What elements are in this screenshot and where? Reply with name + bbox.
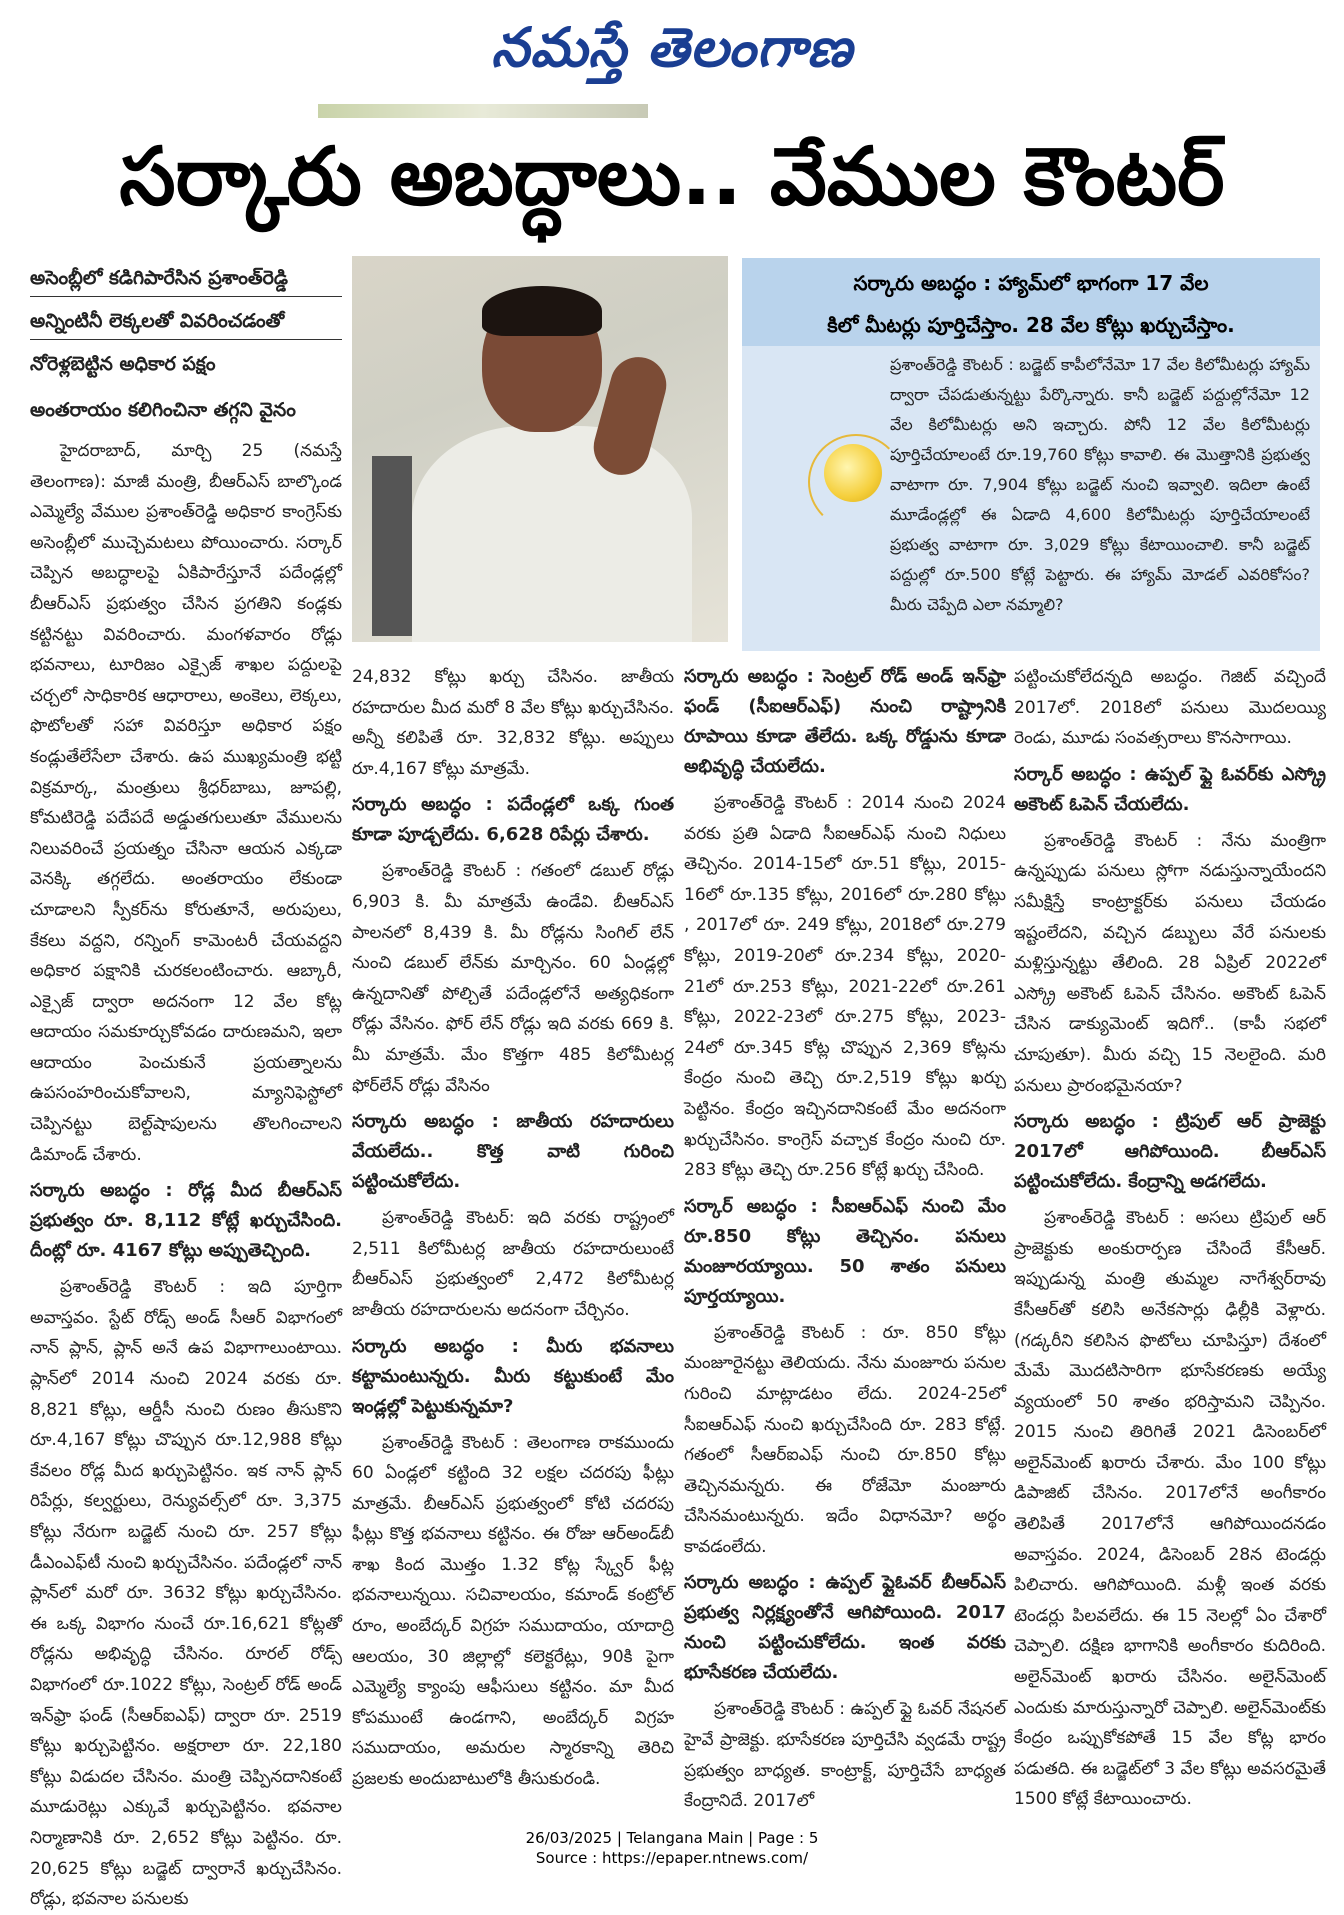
govt-claim: సర్కారు అబద్ధం : సెంట్రల్‌ రోడ్‌ అండ్‌ ఇన్‌ఫ్రా ఫండ్‌ (సీఐఆర్‌ఎఫ్‌) నుంచి రాష్ట్రానికి రూపాయి కూడా తేలేదు. ఒక్క రోడ్డును కూడా అభివృద్ధి చేయలేదు. xyxy=(684,666,1006,777)
kicker: అన్నింటినీ లెక్కలతో వివరించడంతో xyxy=(30,303,342,340)
column-4 xyxy=(1014,662,1326,1822)
govt-claim: సర్కారు అబద్ధం : జాతీయ రహదారులు వేయలేదు.. కొత్త వాటి గురించి పట్టించుకోలేదు. xyxy=(352,1111,674,1193)
highlight-claim-line: సర్కారు అబద్ధం : హ్యామ్‌లో భాగంగా 17 వేల xyxy=(853,271,1209,295)
govt-claim: సర్కారు అబద్ధం : ఉప్పల్‌ ఫ్లైఓవర్‌ బీఆర్‌ఎస్‌ ప్రభుత్వ నిర్లక్ష్యంతోనే ఆగిపోయింది. 2017 నుంచి పట్టించుకోలేదు. ఇంత వరకు భూసేకరణ చేయలేదు. xyxy=(684,1572,1006,1684)
masthead xyxy=(0,8,1344,108)
headline: సర్కారు అబద్ధాలు.. వేముల కౌంటర్ xyxy=(119,130,1225,223)
highlight-box-header xyxy=(742,258,1320,346)
govt-claim: సర్కారు అబద్ధం : రోడ్ల మీద బీఆర్‌ఎస్‌ ప్రభుత్వం రూ. 8,112 కోట్లే ఖర్చుచేసింది. దీంట్లో రూ. 4167 కోట్లు అప్పుతెచ్చింది. xyxy=(30,1180,342,1262)
counter-text: ప్రశాంత్‌రెడ్డి కౌంటర్‌ : ఉప్పల్‌ ఫ్లై ఓవర్‌ నేషనల్‌ హైవే ప్రాజెక్టు. భూసేకరణ పూర్తిచేసి వ్వడమే రాష్ట్ర ప్రభుత్వం బాధ్యత. కాంట్రాక్ట్‌, పూర్తిచేసే బాధ్యత కేంద్రానిదే. 2017లో xyxy=(684,1699,1006,1812)
govt-claim: సర్కారు అబద్ధం : ట్రిపుల్‌ ఆర్‌ ప్రాజెక్టు 2017లో ఆగిపోయింది. బీఆర్‌ఎస్‌ పట్టించుకోలేదు. కేంద్రాన్ని అడగలేదు. xyxy=(1014,1111,1326,1193)
article-intro: హైదరాబాద్‌, మార్చి 25 (నమస్తే తెలంగాణ): మాజీ మంత్రి, బీఆర్‌ఎస్‌ బాల్కొండ ఎమ్మెల్యే వేముల ప్రశాంత్‌రెడ్డి అధికార కాంగ్రెస్‌కు అసెంబ్లీలో ముచ్చెమటలు పోయించారు. సర్కార్‌ చెప్పిన అబద్ధాలపై ఏకిపారేస్తూనే పదేండ్లల్లో బీఆర్‌ఎస్‌ ప్రభుత్వం చేసిన ప్రగతిని కండ్లకు కట్టినట్టు వివరించారు. మంగళవారం రోడ్లు భవనాలు, టూరిజం ఎక్సైజ్‌ శాఖల పద్దులపై చర్చలో సాధికారిక ఆధారాలు, అంకెలు, లెక్కలు, ఫొటోలతో సహా వివరిస్తూ అధికార పక్షం కండ్లుతేలేసేలా చేశారు. ఉప ముఖ్యమంత్రి భట్టి విక్రమార్క, మంత్రులు శ్రీధర్‌బాబు, జూపల్లి, కోమటిరెడ్డి పదేపదే అడ్డుతగులుతూ వేములను నిలువరించే ప్రయత్నం చేసినా ఆయన ఎక్కడా వెనక్కి తగ్గలేదు. అంతరాయం లేకుండా చూడాలని స్పీకర్‌ను కోరుతూనే, అరుపులు, కేకలు వద్దని, రన్నింగ్‌ కామెంటరీ చేయవద్దని అధికార పక్షానికి చురకలంటించారు. ఆబ్కారీ, ఎక్సైజ్‌ ద్వారా అదనంగా 12 వేల కోట్ల ఆదాయం సమకూర్చుకోవడం దారుణమని, ఇలా ఆదాయం పెంచుకునే ప్రయత్నాలను ఉపసంహరించుకోవాలని, మ్యానిఫెస్టోలో చెప్పినట్టు బెల్ట్‌షాపులను తొలగించాలని డిమాండ్‌ చేశారు. xyxy=(30,441,342,1165)
footer-source-link[interactable]: Source : https://epaper.ntnews.com/ xyxy=(535,1849,809,1867)
masthead-title: నమస్తే తెలంగాణ xyxy=(491,16,853,79)
kicker: అసెంబ్లీలో కడిగిపారేసిన ప్రశాంత్‌రెడ్డి xyxy=(30,260,342,297)
govt-claim: సర్కారు అబద్ధం : మీరు భవనాలు కట్టామంటున్నరు. మీరు కట్టుకుంటే మేం ఇండ్లల్లో పెట్టుకున్నమా? xyxy=(352,1335,674,1417)
govt-claim: సర్కార్‌ అబద్ధం : సీఐఆర్‌ఎఫ్‌ నుంచి మేం రూ.850 కోట్లు తెచ్చినం. పనులు మంజూరయ్యాయి. 50 శాతం పనులు పూర్తయ్యాయి. xyxy=(684,1195,1006,1307)
column-2 xyxy=(352,662,674,1822)
kicker: అంతరాయం కలిగించినా తగ్గని వైనం xyxy=(30,399,296,421)
govt-claim: సర్కారు అబద్ధం : పదేండ్లలో ఒక్క గుంత కూడా పూడ్చలేదు. 6,628 రిపేర్లు చేశారు. xyxy=(352,794,674,846)
column-3 xyxy=(684,662,1006,1822)
kicker: నోరెళ్లబెట్టిన అధికార పక్షం xyxy=(30,353,216,375)
bulb-icon xyxy=(824,444,882,502)
highlight-counter-text: ప్రశాంత్‌రెడ్డి కౌంటర్‌ : బడ్జెట్‌ కాపీలోనేమో 17 వేల కిలోమీటర్లు హ్యామ్‌ ద్వారా చేపడుతున్నట్టు పేర్కొన్నారు. కానీ బడ్జెట్‌ పద్దుల్లోనేమో 12 వేల కిలోమీటర్లు అని ఇచ్చారు. పోనీ 12 వేల కిలోమీటర్లు పూర్తిచేయాలంటే రూ.19,760 కోట్లు కావాలి. ఈ మొత్తానికి ప్రభుత్వ వాటాగా రూ. 7,904 కోట్లు బడ్జెట్‌ నుంచి ఇవ్వాలి. ఇదిలా ఉంటే మూడేండ్లల్లో ఈ ఏడాది 4,600 కిలోమీటర్లు పూర్తిచేయాలంటే ప్రభుత్వ వాటాగా రూ. 3,029 కోట్లు కేటాయించాలి. కానీ బడ్జెట్‌ పద్దుల్లో రూ.500 కోట్లే పెట్టారు. ఈ హ్యామ్‌ మోడల్‌ ఎవరికోసం? మీరు చెప్పేది ఎలా నమ్మాలి? xyxy=(890,355,1310,614)
counter-text: ప్రశాంత్‌రెడ్డి కౌంటర్‌ : అసలు ట్రిపుల్‌ ఆర్‌ ప్రాజెక్టుకు అంకురార్పణ చేసిందే కేసీఆర్‌. ఇప్పుడున్న మంత్రి తుమ్మల నాగేశ్వర్‌రావు కేసీఆర్‌తో కలిసి అనేకసార్లు ఢిల్లీకి వెళ్లారు. (గడ్కరీని కలిసిన ఫొటోలు చూపిస్తూ) దేశంలో మేమే మొదటిసారిగా భూసేకరణకు అయ్యే వ్యయంలో 50 శాతం భరిస్తామని చెప్పినం. 2015 నుంచి తిరిగితే 2021 డిసెంబర్‌లో అలైన్‌మెంట్‌ ఖరారు చేశారు. మేం 100 కోట్లు డిపాజిట్‌ చేసినం. 2017లోనే అంగీకారం తెలిపితే 2017లోనే ఆగిపోయిందనడం అవాస్తవం. 2024, డిసెంబర్‌ 28న టెండర్లు పిలిచారు. ఆగిపోయింది. మళ్లీ ఇంత వరకు టెండర్లు పిలవలేదు. ఈ 15 నెలల్లో ఏం చేశారో చెప్పాలి. దక్షిణ భాగానికి అంగీకారం కుదిరింది. అలైన్‌మెంట్‌ ఖరారు చేసినం. అలైన్‌మెంట్‌ ఎందుకు మారుస్తున్నారో చెప్పాలి. అలైన్‌మెంట్‌కు కేంద్రం ఒప్పుకోకపోతే 15 వేల కోట్ల భారం పడుతది. ఈ బడ్జెట్‌లో 3 వేల కోట్లు అవసరమైతే 1500 కోట్లే కేటాయించారు. xyxy=(1014,1208,1326,1810)
counter-text: ప్రశాంత్‌రెడ్డి కౌంటర్‌ : ఇది పూర్తిగా అవాస్తవం. స్టేట్‌ రోడ్స్‌ అండ్‌ సీఆర్‌ విభాగంలో నాన్‌ ప్లాన్‌, ప్లాన్‌ అనే ఉప విభాగాలుంటాయి. ప్లాన్‌లో 2014 నుంచి 2024 వరకు రూ. 8,821 కోట్లు, ఆర్డీసీ నుంచి రుణం తీసుకొని రూ.4,167 కోట్లు చొప్పున రూ.12,988 కోట్లు కేవలం రోడ్ల మీద ఖర్చుపెట్టినం. ఇక నాన్‌ ప్లాన్‌ రిపేర్లు, కల్వర్టులు, రెన్యువల్స్‌లో రూ. 3,375 కోట్లు నేరుగా బడ్జెట్‌ నుంచి రూ. 257 కోట్లు డీఎంఎఫ్‌టీ నుంచి ఖర్చుచేసినం. పదేండ్లలో నాన్‌ ప్లాన్‌లో మరో రూ. 3632 కోట్లు ఖర్చుచేసినం. ఈ ఒక్క విభాగం నుంచే రూ.16,621 కోట్లతో రోడ్లను అభివృద్ధి చేసినం. రూరల్‌ రోడ్స్‌ విభాగంలో రూ.1022 కోట్లు, సెంట్రల్‌ రోడ్‌ అండ్‌ ఇన్‌ఫ్రా ఫండ్‌ (సీఆర్‌ఐఎఫ్‌) ద్వారా రూ. 2519 కోట్లు ఖర్చుపెట్టినం. అక్షరాలా రూ. 22,180 కోట్లు విడుదల చేసినం. మంత్రి చెప్పినదానికంటే మూడురెట్లు ఎక్కువే ఖర్చుపెట్టినం. భవనాల నిర్మాణానికి రూ. 2,652 కోట్లు పెట్టినం. రూ. 20,625 కోట్లు బడ్జెట్‌ ద్వారానే ఖర్చుచేసినం. రోడ్లు, భవనాల పనులకు xyxy=(30,1277,342,1910)
footer xyxy=(0,1828,1344,1868)
govt-claim: సర్కార్‌ అబద్ధం : ఉప్పల్‌ ఫ్లై ఓవర్‌కు ఎస్క్రో అకౌంట్‌ ఓపెన్‌ చేయలేదు. xyxy=(1014,763,1326,815)
counter-text: ప్రశాంత్‌రెడ్డి కౌంటర్‌ : నేను మంత్రిగా ఉన్నప్పుడు పనులు స్లోగా నడుస్తున్నాయేందని సమీక్షిస్తే కాంట్రాక్టర్‌కు పనులు చేయడం ఇష్టంలేదని, వచ్చిన డబ్బులు వేరే పనులకు మళ్లిస్తున్నట్టు తేలింది. 28 ఏప్రిల్‌ 2022లో ఎస్క్రో అకౌంట్‌ ఓపెన్‌ చేసినం. అకౌంట్‌ ఓపెన్‌ చేసిన డాక్యుమెంట్‌ ఇదిగో.. (కాపీ సభలో చూపుతూ). మీరు వచ్చి 15 నెలలైంది. మరి పనులు ప్రారంభమైనయా? xyxy=(1014,830,1326,1096)
footer-edition-line: 26/03/2025 | Telangana Main | Page : 5 xyxy=(525,1829,819,1847)
speaker-photo xyxy=(352,256,728,642)
counter-text: ప్రశాంత్‌రెడ్డి కౌంటర్‌ : 2014 నుంచి 2024 వరకు ప్రతి ఏడాది సీఐఆర్‌ఎఫ్‌ నుంచి నిధులు తెచ్చినం. 2014-15లో రూ.51 కోట్లు, 2015-16లో రూ.135 కోట్లు, 2016లో రూ.280 కోట్లు , 2017లో రూ. 249 కోట్లు, 2018లో రూ.279 కోట్లు, 2019-20లో రూ.234 కోట్లు, 2020-21లో రూ.253 కోట్లు, 2021-22లో రూ.261 కోట్లు, 2022-23లో రూ.275 కోట్లు, 2023-24లో రూ.345 కోట్ల చొప్పున 2,369 కోట్లను కేంద్రం నుంచి తెచ్చి రూ.2,519 కోట్లు ఖర్చు పెట్టినం. కేంద్రం ఇచ్చినదానికంటే మేం అదనంగా ఖర్చుచేసినం. కాంగ్రెస్‌ వచ్చాక కేంద్రం నుంచి రూ. 283 కోట్లు తెచ్చి రూ.256 కోట్లే ఖర్చు చేసింది. xyxy=(684,793,1006,1181)
continued-text: 24,832 కోట్లు ఖర్చు చేసినం. జాతీయ రహదారుల మీద మరో 8 వేల కోట్లు ఖర్చుచేసినం. అన్నీ కలిపితే రూ. 32,832 కోట్లు. అప్పులు రూ.4,167 కోట్లు మాత్రమే. xyxy=(352,667,674,779)
continued-text: పట్టించుకోలేదన్నది అబద్ధం. గెజిట్‌ వచ్చిందే 2017లో. 2018లో పనులు మొదలయ్యి రెండు, మూడు సంవత్సరాలు కొనసాగాయి. xyxy=(1014,667,1326,749)
counter-text: ప్రశాంత్‌రెడ్డి కౌంటర్‌ : తెలంగాణ రాకముందు 60 ఏండ్లలో కట్టింది 32 లక్షల చదరపు ఫీట్లు మాత్రమే. బీఆర్‌ఎస్‌ ప్రభుత్వంలో కోటి చదరపు ఫీట్లు కొత్త భవనాలు కట్టినం. ఈ రోజు ఆర్‌అండ్‌బీ శాఖ కింద మొత్తం 1.32 కోట్ల స్క్వేర్‌ ఫీట్ల భవనాలున్నయి. సచివాలయం, కమాండ్‌ కంట్రోల్‌ రూం, అంబేద్కర్‌ విగ్రహ సముదాయం, యాదాద్రి ఆలయం, 30 జిల్లాల్లో కలెక్టరేట్లు, 90కి పైగా ఎమ్మెల్యే క్యాంపు ఆఫీసులు కట్టినం. మా మీద కోపముంటే ఉండగాని, అంబేద్కర్‌ విగ్రహ సముదాయం, అమరుల స్మారకాన్ని తెరిచి ప్రజలకు అందుబాటులోకి తీసుకురండి. xyxy=(352,1432,674,1790)
highlight-claim-line: కిలో మీటర్లు పూర్తిచేస్తాం. 28 వేల కోట్లు ఖర్చుచేస్తాం. xyxy=(827,313,1235,337)
column-1 xyxy=(30,260,342,1910)
counter-text: ప్రశాంత్‌రెడ్డి కౌంటర్‌: ఇది వరకు రాష్ట్రంలో 2,511 కిలోమీటర్ల జాతీయ రహదారులుంటే బీఆర్‌ఎస్‌ ప్రభుత్వంలో 2,472 కిలోమీటర్ల జాతీయ రహదారులను అదనంగా చేర్చినం. xyxy=(352,1208,674,1320)
counter-text: ప్రశాంత్‌రెడ్డి కౌంటర్‌ : గతంలో డబుల్‌ రోడ్లు 6,903 కి. మీ మాత్రమే ఉండేవి. బీఆర్‌ఎస్‌ పాలనలో 8,439 కి. మీ రోడ్లను సింగిల్‌ లేన్‌ నుంచి డబుల్‌ లేన్‌కు మార్చినం. 60 ఏండ్లల్లో ఉన్నదానితో పోల్చితే పదేండ్లలోనే అత్యధికంగా రోడ్లు వేసినం. ఫోర్‌ లేన్‌ రోడ్లు ఇది వరకు 669 కి. మీ మాత్రమే. మేం కొత్తగా 485 కిలోమీటర్ల ఫోర్‌లేన్‌ రోడ్లు వేసినం xyxy=(352,861,674,1096)
counter-text: ప్రశాంత్‌రెడ్డి కౌంటర్‌ : రూ. 850 కోట్లు మంజూరైనట్టు తెలియదు. నేను మంజూరు పనుల గురించి మాట్లాడటం లేదు. 2024-25లో సీఐఆర్‌ఎఫ్‌ నుంచి ఖర్చుచేసింది రూ. 283 కోట్లే. గతంలో సీఆర్‌ఐఎఫ్‌ నుంచి రూ.850 కోట్లు తెచ్చినమన్నరు. ఈ రోజేమో మంజూరు చేసినమంటున్నరు. ఇదేం విధానమో? అర్థం కావడంలేదు. xyxy=(684,1322,1006,1557)
highlight-box xyxy=(742,258,1320,651)
